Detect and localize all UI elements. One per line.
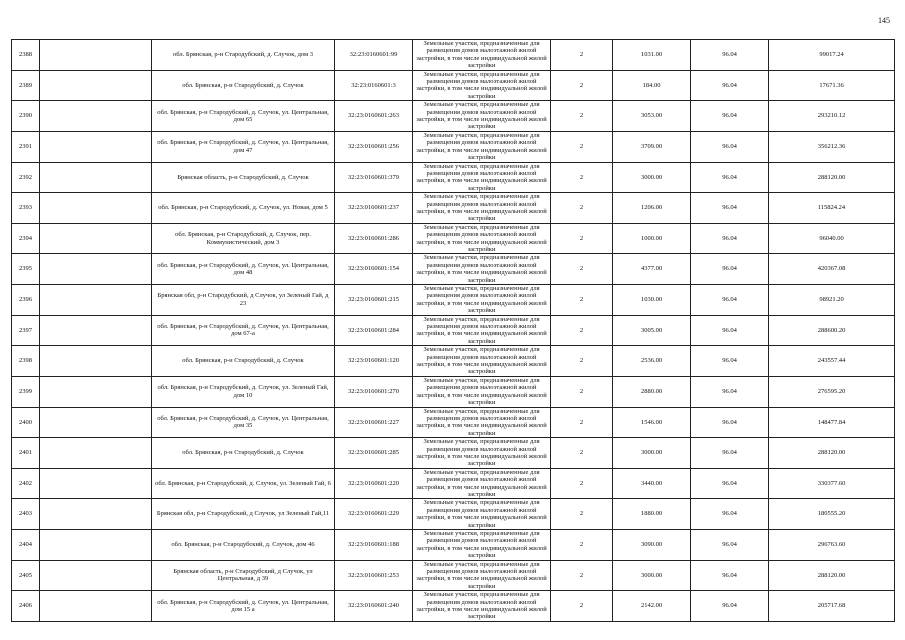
area-cell: 1206.00 (613, 193, 691, 224)
cadastral-number-cell: 32:23:0160601:188 (335, 530, 413, 561)
area-cell: 2142.00 (613, 591, 691, 622)
category-code-cell: 2 (551, 560, 613, 591)
address-cell: обл. Брянская, р-н Стародубский, д. Случок, ул. Центральная, дом 15 а (152, 591, 335, 622)
land-use-purpose-cell: Земельные участки, предназначенные для размещения домов малоэтажной жилой застройки, в том числе индивидуальной жилой застройки (413, 438, 551, 469)
blank-cell (40, 70, 152, 101)
blank-cell (40, 499, 152, 530)
land-registry-table (11, 39, 895, 622)
table-row (12, 40, 895, 71)
cadastral-value-cell: 243557.44 (769, 346, 895, 377)
specific-value-cell: 96.04 (691, 407, 769, 438)
specific-value-cell: 96.04 (691, 315, 769, 346)
land-use-purpose-cell: Земельные участки, предназначенные для размещения домов малоэтажной жилой застройки, в том числе индивидуальной жилой застройки (413, 346, 551, 377)
land-use-purpose-cell: Земельные участки, предназначенные для размещения домов малоэтажной жилой застройки, в том числе индивидуальной жилой застройки (413, 315, 551, 346)
specific-value-cell: 96.04 (691, 40, 769, 71)
specific-value-cell: 96.04 (691, 193, 769, 224)
address-cell: Брянская область, р-н Стародубский, д Случок, ул Центральная, д 39 (152, 560, 335, 591)
address-cell: Брянская обл, р-н Стародубский, д Случок, ул Зеленый Гай,11 (152, 499, 335, 530)
land-use-purpose-cell: Земельные участки, предназначенные для размещения домов малоэтажной жилой застройки, в том числе индивидуальной жилой застройки (413, 407, 551, 438)
row-number-cell: 2390 (12, 101, 40, 132)
blank-cell (40, 530, 152, 561)
area-cell: 1546.00 (613, 407, 691, 438)
land-use-purpose-cell: Земельные участки, предназначенные для размещения домов малоэтажной жилой застройки, в том числе индивидуальной жилой застройки (413, 499, 551, 530)
cadastral-value-cell: 288600.20 (769, 315, 895, 346)
area-cell: 1000.00 (613, 223, 691, 254)
blank-cell (40, 315, 152, 346)
blank-cell (40, 285, 152, 316)
blank-cell (40, 407, 152, 438)
table-row (12, 560, 895, 591)
table-row (12, 193, 895, 224)
address-cell: обл. Брянская, р-н Стародубский, д. Случок, дом 3 (152, 40, 335, 71)
cadastral-value-cell: 293210.12 (769, 101, 895, 132)
cadastral-value-cell: 96040.00 (769, 223, 895, 254)
category-code-cell: 2 (551, 70, 613, 101)
category-code-cell: 2 (551, 40, 613, 71)
table-body (12, 40, 895, 622)
table-row (12, 530, 895, 561)
blank-cell (40, 101, 152, 132)
blank-cell (40, 254, 152, 285)
blank-cell (40, 40, 152, 71)
table-row (12, 499, 895, 530)
table-row (12, 285, 895, 316)
specific-value-cell: 96.04 (691, 468, 769, 499)
address-cell: обл. Брянская, р-н Стародубский, д. Случок, ул. Центральная, дом 35 (152, 407, 335, 438)
category-code-cell: 2 (551, 346, 613, 377)
cadastral-number-cell: 32:23:0160601:285 (335, 438, 413, 469)
cadastral-number-cell: 32:23:0160601:99 (335, 40, 413, 71)
land-use-purpose-cell: Земельные участки, предназначенные для размещения домов малоэтажной жилой застройки, в том числе индивидуальной жилой застройки (413, 285, 551, 316)
address-cell: обл. Брянская, р-н Стародубский, д. Случок, ул. Центральная, дом 47 (152, 131, 335, 162)
category-code-cell: 2 (551, 162, 613, 193)
land-use-purpose-cell: Земельные участки, предназначенные для размещения домов малоэтажной жилой застройки, в том числе индивидуальной жилой застройки (413, 40, 551, 71)
category-code-cell: 2 (551, 315, 613, 346)
address-cell: Брянская обл, р-н Стародубский, д Случок, ул Зеленый Гай, д 23 (152, 285, 335, 316)
land-use-purpose-cell: Земельные участки, предназначенные для размещения домов малоэтажной жилой застройки, в том числе индивидуальной жилой застройки (413, 131, 551, 162)
cadastral-number-cell: 32:23:0160601:120 (335, 346, 413, 377)
area-cell: 2536.00 (613, 346, 691, 377)
blank-cell (40, 193, 152, 224)
table-row (12, 254, 895, 285)
cadastral-number-cell: 32:23:0160601:3 (335, 70, 413, 101)
category-code-cell: 2 (551, 530, 613, 561)
row-number-cell: 2404 (12, 530, 40, 561)
address-cell: обл. Брянская, р-н Стародубский, д. Случок, ул. Новая, дом 5 (152, 193, 335, 224)
blank-cell (40, 162, 152, 193)
blank-cell (40, 223, 152, 254)
area-cell: 2880.00 (613, 376, 691, 407)
cadastral-value-cell: 356212.36 (769, 131, 895, 162)
address-cell: обл. Брянская, р-н Стародубский, д. Случок, дом 46 (152, 530, 335, 561)
area-cell: 1880.00 (613, 499, 691, 530)
row-number-cell: 2401 (12, 438, 40, 469)
table-row (12, 131, 895, 162)
address-cell: обл. Брянская, р-н Стародубский, д. Случок (152, 438, 335, 469)
specific-value-cell: 96.04 (691, 499, 769, 530)
address-cell: обл. Брянская, р-н Стародубский, д. Случок, ул. Центральная, дом 48 (152, 254, 335, 285)
area-cell: 3053.00 (613, 101, 691, 132)
row-number-cell: 2406 (12, 591, 40, 622)
land-use-purpose-cell: Земельные участки, предназначенные для размещения домов малоэтажной жилой застройки, в том числе индивидуальной жилой застройки (413, 376, 551, 407)
specific-value-cell: 96.04 (691, 560, 769, 591)
category-code-cell: 2 (551, 376, 613, 407)
area-cell: 3440.00 (613, 468, 691, 499)
row-number-cell: 2403 (12, 499, 40, 530)
table-row (12, 407, 895, 438)
cadastral-value-cell: 288120.00 (769, 560, 895, 591)
land-use-purpose-cell: Земельные участки, предназначенные для размещения домов малоэтажной жилой застройки, в том числе индивидуальной жилой застройки (413, 223, 551, 254)
cadastral-value-cell: 288120.00 (769, 438, 895, 469)
area-cell: 4377.00 (613, 254, 691, 285)
blank-cell (40, 591, 152, 622)
cadastral-value-cell: 296763.60 (769, 530, 895, 561)
table-row (12, 162, 895, 193)
table-row (12, 223, 895, 254)
table-row (12, 376, 895, 407)
category-code-cell: 2 (551, 468, 613, 499)
row-number-cell: 2396 (12, 285, 40, 316)
category-code-cell: 2 (551, 438, 613, 469)
page-number: 145 (878, 16, 890, 25)
row-number-cell: 2397 (12, 315, 40, 346)
cadastral-number-cell: 32:23:0160601:229 (335, 499, 413, 530)
address-cell: обл. Брянская, р-н Стародубский, д. Случок, ул. Центральная, дом 65 (152, 101, 335, 132)
land-use-purpose-cell: Земельные участки, предназначенные для размещения домов малоэтажной жилой застройки, в том числе индивидуальной жилой застройки (413, 591, 551, 622)
land-use-purpose-cell: Земельные участки, предназначенные для размещения домов малоэтажной жилой застройки, в том числе индивидуальной жилой застройки (413, 101, 551, 132)
row-number-cell: 2402 (12, 468, 40, 499)
land-use-purpose-cell: Земельные участки, предназначенные для размещения домов малоэтажной жилой застройки, в том числе индивидуальной жилой застройки (413, 560, 551, 591)
category-code-cell: 2 (551, 223, 613, 254)
area-cell: 3000.00 (613, 438, 691, 469)
specific-value-cell: 96.04 (691, 438, 769, 469)
specific-value-cell: 96.04 (691, 376, 769, 407)
row-number-cell: 2391 (12, 131, 40, 162)
cadastral-value-cell: 17671.36 (769, 70, 895, 101)
land-use-purpose-cell: Земельные участки, предназначенные для размещения домов малоэтажной жилой застройки, в том числе индивидуальной жилой застройки (413, 70, 551, 101)
category-code-cell: 2 (551, 591, 613, 622)
address-cell: обл. Брянская, р-н Стародубский, д. Случок (152, 346, 335, 377)
cadastral-value-cell: 330377.60 (769, 468, 895, 499)
cadastral-number-cell: 32:23:0160601:215 (335, 285, 413, 316)
address-cell: обл. Брянская, р-н Стародубский, д. Случок, ул. Зеленый Гай, 6 (152, 468, 335, 499)
cadastral-value-cell: 180555.20 (769, 499, 895, 530)
address-cell: обл. Брянская, р-н Стародубский, д. Случок (152, 70, 335, 101)
category-code-cell: 2 (551, 193, 613, 224)
specific-value-cell: 96.04 (691, 591, 769, 622)
address-cell: Брянская область, р-н Стародубский, д. Случок (152, 162, 335, 193)
row-number-cell: 2393 (12, 193, 40, 224)
blank-cell (40, 376, 152, 407)
category-code-cell: 2 (551, 131, 613, 162)
land-use-purpose-cell: Земельные участки, предназначенные для размещения домов малоэтажной жилой застройки, в том числе индивидуальной жилой застройки (413, 468, 551, 499)
cadastral-value-cell: 205717.68 (769, 591, 895, 622)
specific-value-cell: 96.04 (691, 254, 769, 285)
row-number-cell: 2400 (12, 407, 40, 438)
table-row (12, 468, 895, 499)
specific-value-cell: 96.04 (691, 70, 769, 101)
specific-value-cell: 96.04 (691, 101, 769, 132)
row-number-cell: 2399 (12, 376, 40, 407)
cadastral-value-cell: 276595.20 (769, 376, 895, 407)
address-cell: обл. Брянская, р-н Стародубский, д. Случок, ул. Центральная, дом 67-а (152, 315, 335, 346)
specific-value-cell: 96.04 (691, 162, 769, 193)
area-cell: 3709.00 (613, 131, 691, 162)
row-number-cell: 2405 (12, 560, 40, 591)
blank-cell (40, 131, 152, 162)
specific-value-cell: 96.04 (691, 285, 769, 316)
table-row (12, 315, 895, 346)
category-code-cell: 2 (551, 499, 613, 530)
category-code-cell: 2 (551, 285, 613, 316)
blank-cell (40, 438, 152, 469)
cadastral-value-cell: 148477.84 (769, 407, 895, 438)
cadastral-number-cell: 32:23:0160601:240 (335, 591, 413, 622)
specific-value-cell: 96.04 (691, 223, 769, 254)
category-code-cell: 2 (551, 407, 613, 438)
cadastral-value-cell: 99017.24 (769, 40, 895, 71)
blank-cell (40, 560, 152, 591)
table-row (12, 101, 895, 132)
land-use-purpose-cell: Земельные участки, предназначенные для размещения домов малоэтажной жилой застройки, в том числе индивидуальной жилой застройки (413, 193, 551, 224)
table-row (12, 438, 895, 469)
blank-cell (40, 346, 152, 377)
table-row (12, 346, 895, 377)
specific-value-cell: 96.04 (691, 530, 769, 561)
category-code-cell: 2 (551, 101, 613, 132)
row-number-cell: 2394 (12, 223, 40, 254)
specific-value-cell: 96.04 (691, 131, 769, 162)
land-use-purpose-cell: Земельные участки, предназначенные для размещения домов малоэтажной жилой застройки, в том числе индивидуальной жилой застройки (413, 162, 551, 193)
cadastral-number-cell: 32:23:0160601:286 (335, 223, 413, 254)
row-number-cell: 2392 (12, 162, 40, 193)
specific-value-cell: 96.04 (691, 346, 769, 377)
cadastral-number-cell: 32:23:0160601:227 (335, 407, 413, 438)
row-number-cell: 2388 (12, 40, 40, 71)
cadastral-number-cell: 32:23:0160601:379 (335, 162, 413, 193)
area-cell: 184.00 (613, 70, 691, 101)
area-cell: 3000.00 (613, 560, 691, 591)
cadastral-number-cell: 32:23:0160601:256 (335, 131, 413, 162)
cadastral-number-cell: 32:23:0160601:253 (335, 560, 413, 591)
address-cell: обл. Брянская, р-н Стародубский, д. Случок, ул. Зеленый Гай, дом 10 (152, 376, 335, 407)
table-row (12, 591, 895, 622)
cadastral-number-cell: 32:23:0160601:270 (335, 376, 413, 407)
row-number-cell: 2395 (12, 254, 40, 285)
cadastral-value-cell: 288120.00 (769, 162, 895, 193)
cadastral-number-cell: 32:23:0160601:284 (335, 315, 413, 346)
row-number-cell: 2398 (12, 346, 40, 377)
cadastral-value-cell: 115824.24 (769, 193, 895, 224)
area-cell: 3000.00 (613, 162, 691, 193)
cadastral-value-cell: 420367.08 (769, 254, 895, 285)
category-code-cell: 2 (551, 254, 613, 285)
cadastral-number-cell: 32:23:0160601:220 (335, 468, 413, 499)
area-cell: 1031.00 (613, 40, 691, 71)
area-cell: 3090.00 (613, 530, 691, 561)
blank-cell (40, 468, 152, 499)
land-use-purpose-cell: Земельные участки, предназначенные для размещения домов малоэтажной жилой застройки, в том числе индивидуальной жилой застройки (413, 530, 551, 561)
cadastral-value-cell: 98921.20 (769, 285, 895, 316)
area-cell: 3005.00 (613, 315, 691, 346)
land-use-purpose-cell: Земельные участки, предназначенные для размещения домов малоэтажной жилой застройки, в том числе индивидуальной жилой застройки (413, 254, 551, 285)
area-cell: 1030.00 (613, 285, 691, 316)
cadastral-number-cell: 32:23:0160601:154 (335, 254, 413, 285)
cadastral-number-cell: 32:23:0160601:237 (335, 193, 413, 224)
address-cell: обл. Брянская, р-н Стародубский, д. Случок, пер. Коммунистический, дом 3 (152, 223, 335, 254)
table-row (12, 70, 895, 101)
cadastral-number-cell: 32:23:0160601:263 (335, 101, 413, 132)
row-number-cell: 2389 (12, 70, 40, 101)
